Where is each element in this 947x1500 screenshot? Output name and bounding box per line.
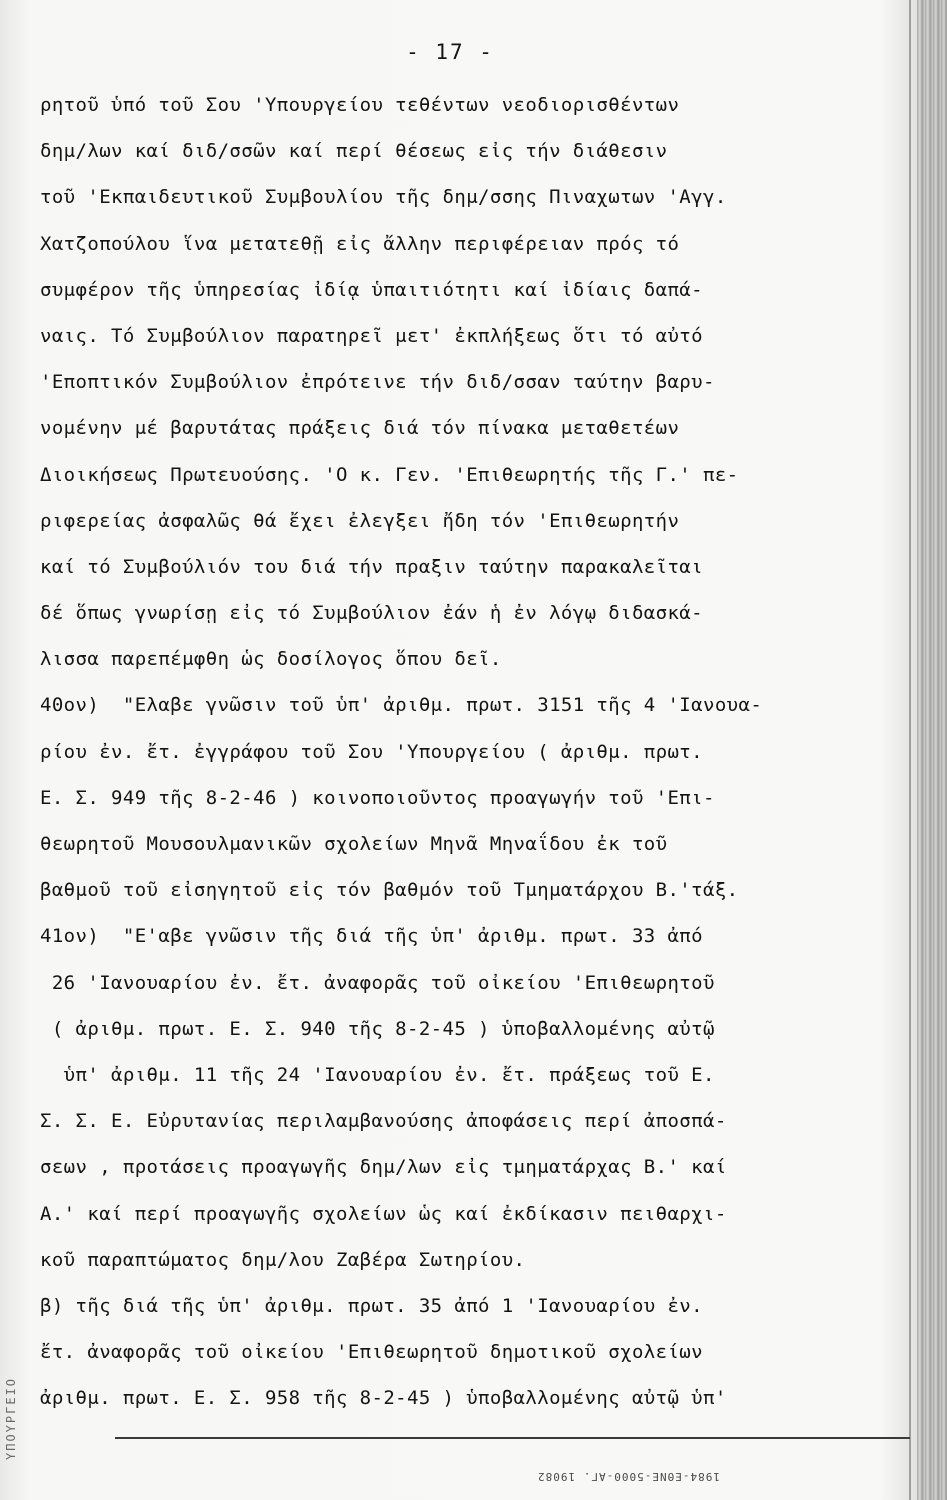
text-line: ( ἀριθμ. πρωτ. Ε. Σ. 940 τῆς 8-2-45 ) ὑποβαλλομένης αὐτῷ bbox=[40, 1017, 715, 1040]
page-number: - 17 - bbox=[406, 40, 494, 64]
text-line: βαθμοῦ τοῦ εἰσηγητοῦ εἰς τόν βαθμόν τοῦ Τμηματάρχου Β.'τάξ. bbox=[40, 879, 739, 902]
text-line: Ε. Σ. 949 τῆς 8-2-46 ) κοινοποιοῦντος προαγωγήν τοῦ 'Επι- bbox=[40, 786, 715, 809]
text-line: σεων , προτάσεις προαγωγῆς δημ/λων εἰς τμηματάρχας Β.' καί bbox=[40, 1156, 727, 1179]
text-line: δημ/λων καί διδ/σσῶν καί περί θέσεως εἰς τήν διάθεσιν bbox=[40, 140, 668, 163]
margin-stamp: ΥΠΟΥΡΓΕΙΟ bbox=[4, 1376, 18, 1460]
text-line: ναις. Τό Συμβούλιον παρατηρεῖ μετ' ἐκπλήξεως ὅτι τό αὐτό bbox=[40, 324, 703, 347]
text-line: ριφερείας ἀσφαλῶς θά ἔχει ἐλεγξει ἤδη τόν 'Επιθεωρητήν bbox=[40, 509, 680, 532]
binding-edge bbox=[917, 0, 947, 1500]
text-line: δέ ὅπως γνωρίσῃ εἰς τό Συμβούλιον ἐάν ἡ ἐν λόγῳ διδασκά- bbox=[40, 602, 703, 625]
text-line: ρίου ἐν. ἔτ. ἐγγράφου τοῦ Σου 'Υπουργείου ( ἀριθμ. πρωτ. bbox=[40, 740, 703, 763]
text-line: θεωρητοῦ Μουσουλμανικῶν σχολείων Μηνᾶ Μηναΐδου ἐκ τοῦ bbox=[40, 833, 668, 855]
footer-rule bbox=[115, 1437, 910, 1439]
text-line: ἔτ. ἀναφορᾶς τοῦ οἰκείου 'Επιθεωρητοῦ δημοτικοῦ σχολείων bbox=[40, 1341, 703, 1364]
footer-print-stamp: 1984-ΕΘΝΕ-5000-ΑΓ. 19082 bbox=[537, 1470, 720, 1483]
typed-text-body bbox=[40, 82, 910, 1421]
text-line: λισσα παρεπέμφθη ὡς δοσίλογος ὅπου δεῖ. bbox=[40, 648, 502, 671]
text-line: συμφέρον τῆς ὑπηρεσίας ἰδίᾳ ὑπαιτιότητι καί ἰδίαις δαπά- bbox=[40, 278, 703, 301]
text-line: Σ. Σ. Ε. Εὐρυτανίας περιλαμβανούσης ἀποφάσεις περί ἀποσπά- bbox=[40, 1110, 727, 1133]
text-line: Διοικήσεως Πρωτευούσης. 'Ο κ. Γεν. 'Επιθεωρητής τῆς Γ.' πε- bbox=[40, 463, 739, 486]
text-line: Χατζοπούλου ἵνα μετατεθῇ εἰς ἄλλην περιφέρειαν πρός τό bbox=[40, 232, 680, 255]
text-line: ἀριθμ. πρωτ. Ε. Σ. 958 τῆς 8-2-45 ) ὑποβαλλομένης αὐτῷ ὑπ' bbox=[40, 1387, 727, 1410]
text-line: 26 'Ιανουαρίου ἐν. ἔτ. ἀναφορᾶς τοῦ οἰκείου 'Επιθεωρητοῦ bbox=[40, 971, 715, 994]
text-line: καί τό Συμβούλιόν του διά τήν πραξιν ταύτην παρακαλεῖται bbox=[40, 555, 703, 578]
text-line: 41ον) "Ε'αβε γνῶσιν τῆς διά τῆς ὑπ' ἀριθμ. πρωτ. 33 ἀπό bbox=[40, 925, 703, 948]
text-line: τοῦ 'Εκπαιδευτικοῦ Συμβουλίου τῆς δημ/σσης Πιναχωτων 'Αγγ. bbox=[40, 186, 727, 209]
text-line: νομένην μέ βαρυτάτας πράξεις διά τόν πίνακα μεταθετέων bbox=[40, 417, 680, 440]
text-line: ρητοῦ ὑπό τοῦ Σου 'Υπουργείου τεθέντων νεοδιορισθέντων bbox=[40, 94, 680, 116]
text-line: κοῦ παραπτώματος δημ/λου Ζαβέρα Σωτηρίου. bbox=[40, 1248, 526, 1271]
text-line: Α.' καί περί προαγωγῆς σχολείων ὡς καί ἐκδίκασιν πειθαρχι- bbox=[40, 1202, 727, 1225]
text-line: ὑπ' ἀριθμ. 11 τῆς 24 'Ιανουαρίου ἐν. ἔτ. πράξεως τοῦ Ε. bbox=[40, 1063, 715, 1086]
text-line: 40ον) "Ελαβε γνῶσιν τοῦ ὑπ' ἀριθμ. πρωτ. 3151 τῆς 4 'Ιανουα- bbox=[40, 694, 763, 717]
text-line: 'Εποπτικόν Συμβούλιον ἐπρότεινε τήν διδ/σσαν ταύτην βαρυ- bbox=[40, 371, 715, 394]
text-line: β) τῆς διά τῆς ὑπ' ἀριθμ. πρωτ. 35 ἀπό 1 'Ιανουαρίου ἐν. bbox=[40, 1294, 703, 1317]
